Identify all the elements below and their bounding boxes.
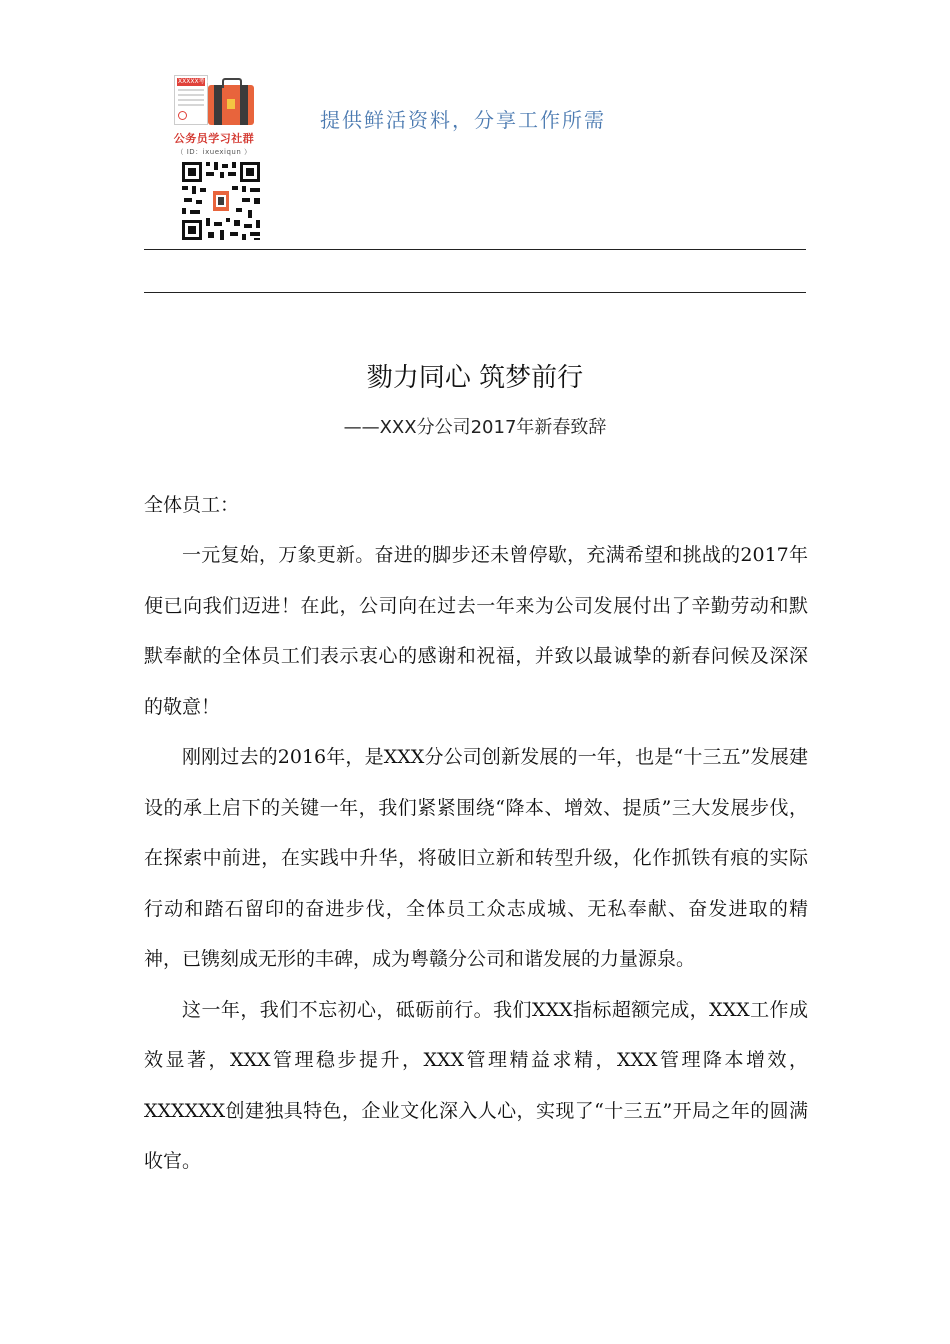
briefcase-icon (208, 85, 254, 125)
brand-logo (170, 75, 258, 157)
document-subtitle: ——XXX分公司2017年新春致辞 (343, 417, 607, 438)
header-divider-bottom (144, 292, 806, 293)
salutation: 全体员工： (144, 494, 240, 516)
logo-illustration (170, 75, 258, 127)
slogan: 提供鲜活资料，分享工作所需 (320, 108, 606, 132)
paragraph: 刚刚过去的2016年，是XXX分公司创新发展的一年，也是“十三五”发展建设的承上启下的关键一年，我们紧紧围绕“降本、增效、提质”三大发展步伐，在探索中前进，在实践中升华，将破旧立新和转型升级，化作抓铁有痕的实际行动和踏石留印的奋进步伐，全体员工众志成城、无私奉献、奋发进取的精神，已镌刻成无形的丰碑，成为粤赣分公司和谐发展的力量源泉。 (144, 746, 808, 970)
logo-id: （ ID：ixuexiqun ） (176, 148, 252, 156)
paragraph: 一元复始，万象更新。奋进的脚步还未曾停歇，充满希望和挑战的2017年便已向我们迈进！在此，公司向在过去一年来为公司发展付出了辛勤劳动和默默奉献的全体员工们表示衷心的感谢和祝福，并致以最诚挚的新春问候及深深的敬意！ (144, 544, 808, 718)
document-icon (174, 75, 211, 125)
paragraph: 这一年，我们不忘初心，砥砺前行。我们XXX指标超额完成，XXX工作成效显著，XXX管理稳步提升，XXX管理精益求精，XXX管理降本增效，XXXXXX创建独具特色，企业文化深入人心，实现了“十三五”开局之年的圆满收官。 (144, 998, 808, 1172)
document-body (144, 480, 808, 1187)
qr-code-icon (180, 160, 262, 242)
seal-icon (178, 111, 187, 120)
document-title: 勠力同心 筑梦前行 (366, 363, 584, 393)
logo-name: 公务员学习社群 (173, 132, 255, 145)
logo-tag: XXXXX考试 (178, 78, 211, 85)
header-divider (144, 249, 806, 250)
